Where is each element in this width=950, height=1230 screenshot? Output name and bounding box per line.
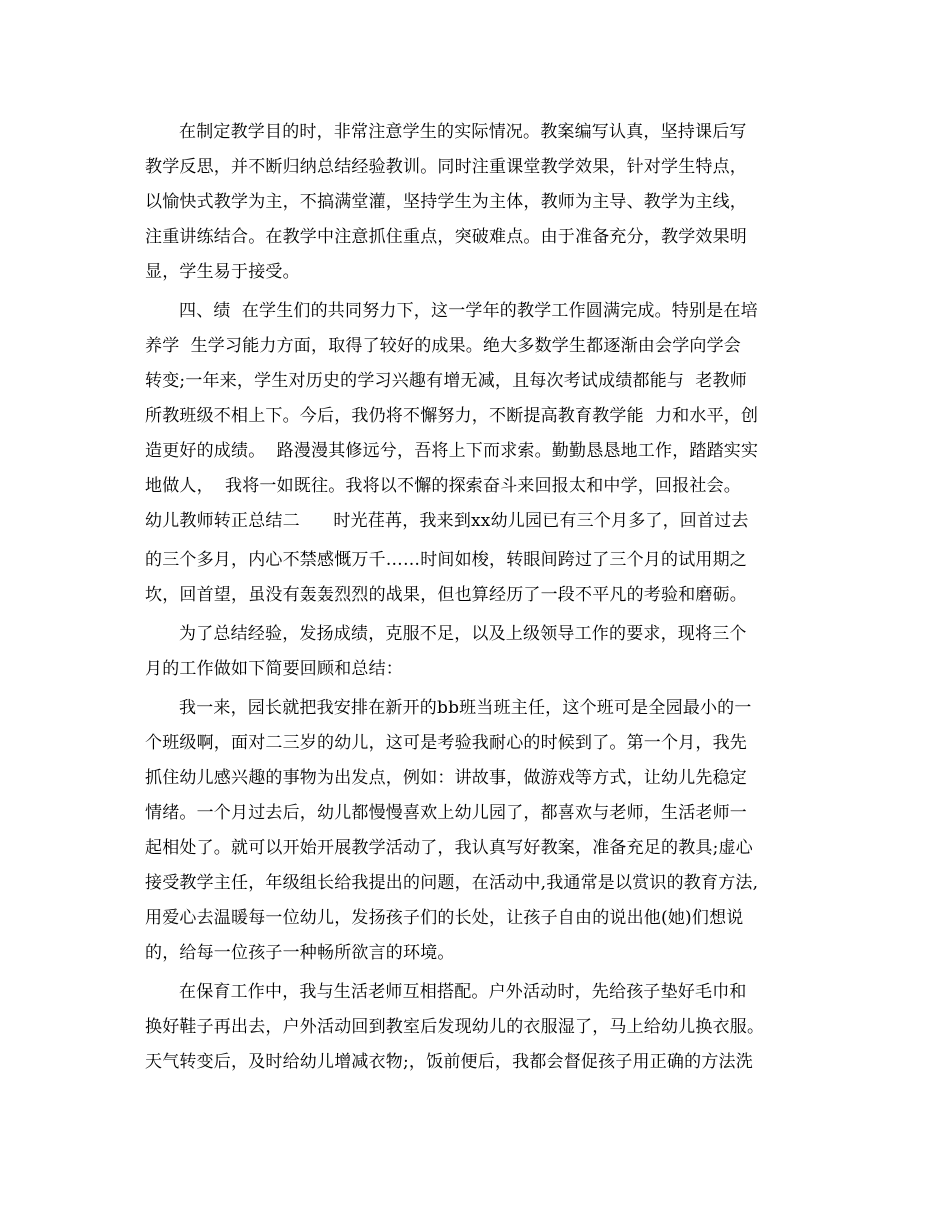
text-line: 所教班级不相上下。今后，我仍将不懈努力，不断提高教育教学能 力和水平，创 [145,406,759,426]
text-line: 注重讲练结合。在教学中注意抓住重点，突破难点。由于准备充分，教学效果明 [145,227,747,247]
text-line: 的，给每一位孩子一种畅所欲言的环境。 [145,943,455,963]
text-line: 在制定教学目的时，非常注意学生的实际情况。教案编写认真，坚持课后写 [179,122,747,142]
text-line: 用爱心去温暖每一位幼儿，发扬孩子们的长处，让孩子自由的说出他(她)们想说 [145,908,744,928]
text-line: 月的工作做如下简要回顾和总结： [145,659,403,679]
text-line: 接受教学主任，年级组长给我提出的问题，在活动中,我通常是以赏识的教育方法, [145,873,759,893]
text-line: 转变;一年来，学生对历史的学习兴趣有增无减，且每次考试成绩都能与 老教师 [145,371,747,391]
text-line: 个班级啊，面对二三岁的幼儿，这可是考验我耐心的时候到了。第一个月，我先 [145,733,747,753]
text-line: 抓住幼儿感兴趣的事物为出发点，例如：讲故事，做游戏等方式，让幼儿先稳定 [145,768,747,788]
text-line: 换好鞋子再出去，户外活动回到教室后发现幼儿的衣服湿了，马上给幼儿换衣服。 [145,1017,765,1037]
text-line: 显，学生易于接受。 [145,262,300,282]
text-line: 造更好的成绩。 路漫漫其修远兮，吾将上下而求索。勤勤恳恳地工作，踏踏实实 [145,441,759,461]
text-line: 天气转变后，及时给幼儿增减衣物;，饭前便后，我都会督促孩子用正确的方法洗 [145,1052,753,1072]
text-line: 为了总结经验，发扬成绩，克服不足，以及上级领导工作的要求，现将三个 [179,624,747,644]
text-line: 地做人， 我将一如既往。我将以不懈的探索奋斗来回报太和中学，回报社会。 [145,476,742,496]
text-line: 坎，回首望，虽没有轰轰烈烈的战果，但也算经历了一段不平凡的考验和磨砺。 [145,585,747,605]
text-line: 以愉快式教学为主，不搞满堂灌，坚持学生为主体，教师为主导、教学为主线， [145,192,747,212]
text-line: 教学反思，并不断归纳总结经验教训。同时注重课堂教学效果，针对学生特点， [145,157,747,177]
text-line: 四、绩 在学生们的共同努力下，这一学年的教学工作圆满完成。特别是在培 [179,301,758,321]
text-line: 在保育工作中，我与生活老师互相搭配。户外活动时，先给孩子垫好毛巾和 [179,982,747,1002]
text-line: 起相处了。就可以开始开展教学活动了，我认真写好教案，准备充足的教具;虚心 [145,838,753,858]
text-line: 的三个多月，内心不禁感慨万千……时间如梭，转眼间跨过了三个月的试用期之 [145,550,747,570]
text-line: 我一来，园长就把我安排在新开的bb班当班主任，这个班可是全园最小的一 [179,698,752,718]
text-line: 幼儿教师转正总结二 时光荏苒，我来到xx幼儿园已有三个月多了，回首过去 [145,511,749,531]
text-line: 情绪。一个月过去后，幼儿都慢慢喜欢上幼儿园了，都喜欢与老师，生活老师一 [145,803,747,823]
text-line: 养学 生学习能力方面，取得了较好的成果。绝大多数学生都逐渐由会学向学会 [145,336,742,356]
